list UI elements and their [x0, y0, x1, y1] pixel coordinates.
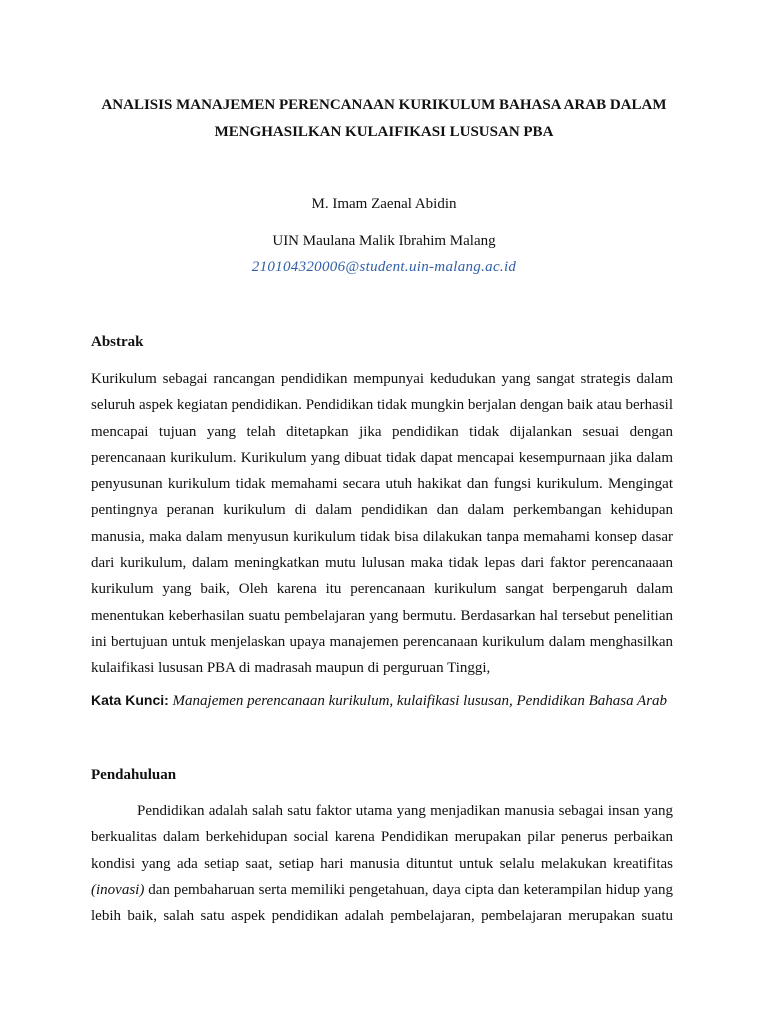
abstract-heading: Abstrak [91, 334, 144, 350]
abstract-body [91, 366, 673, 682]
abstract-line: mencapai tujuan yang telah ditetapkan jika pendidikan tidak dijalankan sesuai dengan [91, 423, 673, 440]
keywords [91, 689, 691, 712]
introduction-heading: Pendahuluan [91, 767, 177, 783]
author-email [0, 257, 768, 277]
abstract-line: menentukan keberhasilan suatu pembelajaran yang bermutu. Berdasarkan hal tersebut penelitian [91, 607, 673, 624]
keywords-text: Manajemen perencanaan kurikulum, kulaifikasi lususan, Pendidikan Bahasa Arab [172, 693, 668, 709]
abstract-line: dari kurikulum, dalam meningkatkan mutu lulusan maka tidak lepas dari faktor perencanaaan [91, 555, 673, 572]
abstract-line: kulaifikasi lususan PBA di madrasah maupun di perguruan Tinggi, [91, 660, 491, 677]
intro-line: lebih baik, salah satu aspek pendidikan adalah pembelajaran, pembelajaran merupakan suatu [91, 908, 673, 925]
intro-line: kondisi yang ada setiap saat, setiap hari manusia dituntut untuk selalu melakukan kreatifitas [91, 855, 673, 872]
abstract-line: perencanaan kurikulum. Kurikulum yang dibuat tidak dapat mencapai kesempurnaan jika dalam [91, 449, 673, 466]
abstract-line: pentingnya peranan kurikulum di dalam pendidikan dan dalam perkembangan kehidupan [91, 502, 673, 519]
abstract-line: ini bertujuan untuk menjelaskan upaya manajemen perencanaan kurikulum dalam menghasilkan [91, 633, 673, 650]
title-line-1: ANALISIS MANAJEMEN PERENCANAAN KURIKULUM BAHASA ARAB DALAM [101, 97, 667, 113]
introduction-body [91, 798, 673, 929]
author-name: M. Imam Zaenal Abidin [311, 196, 457, 212]
intro-inline-italic: (inovasi) [91, 881, 145, 898]
abstract-line: manusia, maka dalam menyusun kurikulum tidak bisa dilakukan tanpa memahami konsep dasar [91, 528, 673, 545]
email-link[interactable]: 210104320006@student.uin-malang.ac.id [251, 259, 517, 275]
abstract-line: kurikulum yang baik, Oleh karena itu perencanaan kurikulum sangat berpengaruh dalam [91, 581, 673, 598]
intro-line [91, 877, 673, 903]
abstract-line: Kurikulum sebagai rancangan pendidikan mempunyai kedudukan yang sangat strategis dalam [91, 371, 673, 387]
abstract-line: penyusunan kurikulum tidak memahami secara utuh hakikat dan fungsi kurikulum. Mengingat [91, 476, 673, 493]
title-line-2: MENGHASILKAN KULAIFIKASI LUSUSAN PBA [214, 124, 554, 140]
paper-title [80, 92, 688, 146]
abstract-line: seluruh aspek kegiatan pendidikan. Pendidikan tidak mungkin berjalan dengan baik atau berhasil [91, 397, 673, 414]
keywords-label: Kata Kunci: [91, 692, 169, 708]
intro-line-rest: dan pembaharuan serta memiliki pengetahuan, daya cipta dan keterampilan hidup yang [144, 881, 673, 898]
author-affiliation: UIN Maulana Malik Ibrahim Malang [272, 233, 496, 249]
intro-line: berkualitas dalam berkehidupan social karena Pendidikan merupakan pilar penerus perbaikan [91, 829, 673, 846]
intro-line: Pendidikan adalah salah satu faktor utama yang menjadikan manusia sebagai insan yang [137, 803, 673, 819]
